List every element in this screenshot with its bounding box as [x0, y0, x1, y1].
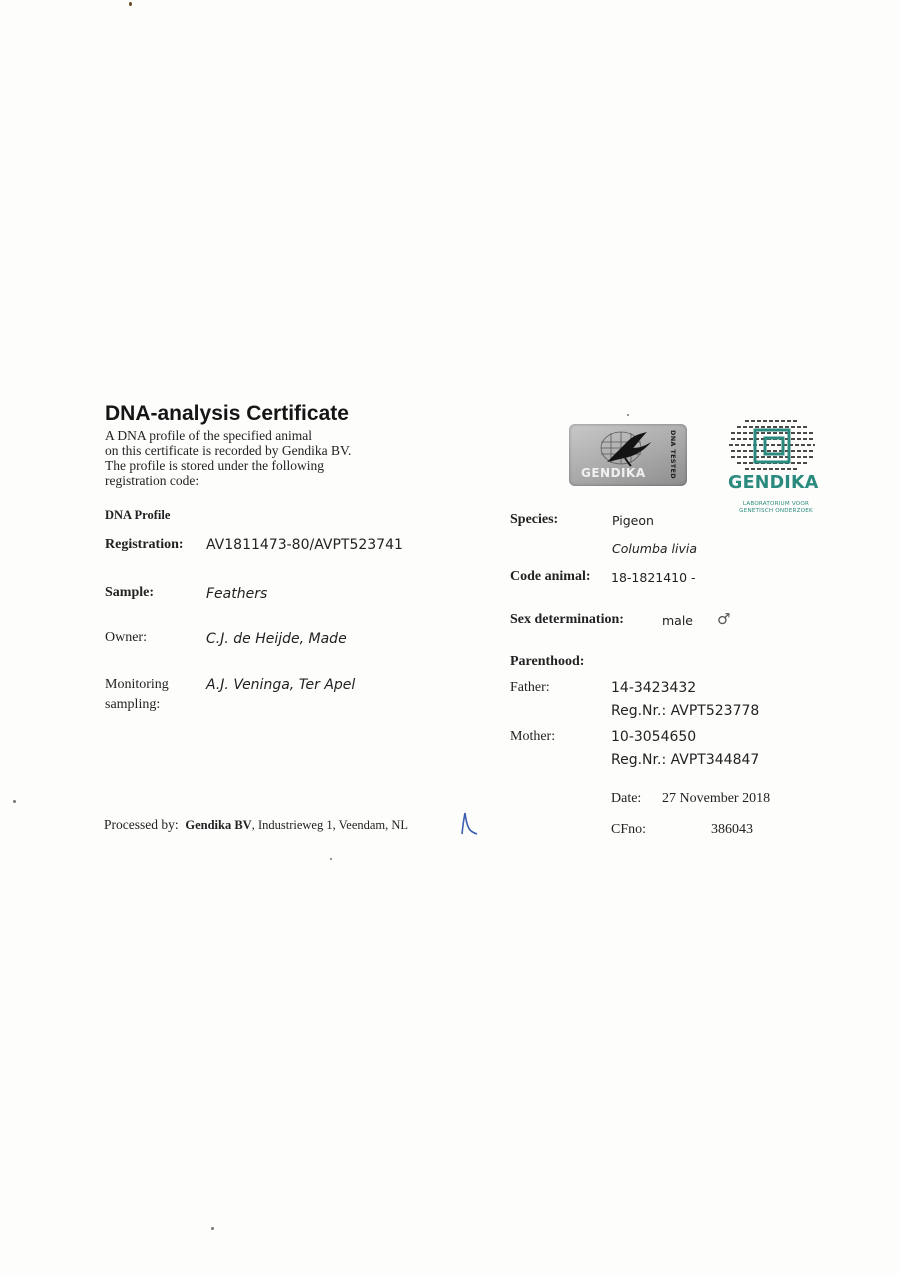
badge-vertical-text: DNA TESTED — [669, 430, 677, 479]
intro-line-2: on this certificate is recorded by Gendika BV. — [105, 443, 352, 458]
mother-label: Mother: — [510, 729, 556, 744]
dna-tested-badge — [569, 424, 687, 486]
father-label: Father: — [510, 680, 550, 695]
monitoring-label-line2: sampling: — [105, 697, 161, 712]
gendika-logo-name: GENDIKA — [728, 473, 819, 493]
registration-value: AV1811473-80/AVPT523741 — [206, 537, 403, 553]
species-label: Species: — [510, 512, 559, 527]
father-value: 14-3423432 — [611, 680, 697, 696]
mother-value: 10-3054650 — [611, 729, 697, 745]
badge-word: GENDIKA — [581, 466, 646, 480]
date-label: Date: — [611, 791, 642, 806]
owner-value: C.J. de Heijde, Made — [206, 631, 347, 647]
dna-profile-heading: DNA Profile — [105, 508, 171, 522]
date-value: 27 November 2018 — [662, 791, 771, 806]
intro-line-4: registration code: — [105, 473, 200, 488]
cfno-label: CFno: — [611, 822, 647, 837]
scan-speck — [129, 2, 132, 6]
gendika-logo-icon — [727, 418, 817, 474]
code-animal-value: 18-1821410 - — [611, 570, 696, 585]
scan-speck — [211, 1227, 214, 1230]
logo-sub-line2: GENETISCH ONDERZOEK — [739, 507, 813, 514]
species-latin: Columba livia — [612, 541, 697, 556]
sex-value: male — [662, 613, 693, 628]
father-reg: Reg.Nr.: AVPT523778 — [611, 703, 760, 719]
processed-label: Processed by: — [104, 817, 179, 832]
sex-determination-label: Sex determination: — [510, 612, 624, 627]
sample-value: Feathers — [206, 586, 268, 602]
owner-label: Owner: — [105, 630, 147, 645]
monitoring-value: A.J. Veninga, Ter Apel — [206, 677, 356, 693]
male-symbol-icon: ♂ — [717, 610, 731, 628]
dove-globe-icon — [577, 428, 663, 468]
cfno-value: 386043 — [711, 822, 753, 837]
sample-label: Sample: — [105, 585, 154, 600]
species-value: Pigeon — [612, 513, 654, 528]
scan-speck — [627, 414, 629, 416]
processed-by — [104, 817, 408, 833]
monitoring-label-line1: Monitoring — [105, 677, 169, 692]
certificate-title: DNA-analysis Certificate — [105, 402, 349, 425]
gendika-logo-subtitle — [731, 501, 821, 514]
scan-speck — [330, 858, 332, 860]
mother-reg: Reg.Nr.: AVPT344847 — [611, 752, 760, 768]
signature-mark — [458, 810, 480, 840]
code-animal-label: Code animal: — [510, 569, 591, 584]
intro-line-3: The profile is stored under the following — [105, 458, 324, 473]
processed-address: , Industrieweg 1, Veendam, NL — [251, 818, 409, 832]
intro-text — [105, 428, 405, 488]
parenthood-label: Parenthood: — [510, 654, 585, 669]
scan-speck — [13, 800, 16, 803]
logo-sub-line1: LABORATORIUM VOOR — [742, 501, 810, 507]
intro-line-1: A DNA profile of the specified animal — [105, 428, 312, 443]
processed-company: Gendika BV — [185, 818, 252, 832]
registration-label: Registration: — [105, 537, 184, 552]
